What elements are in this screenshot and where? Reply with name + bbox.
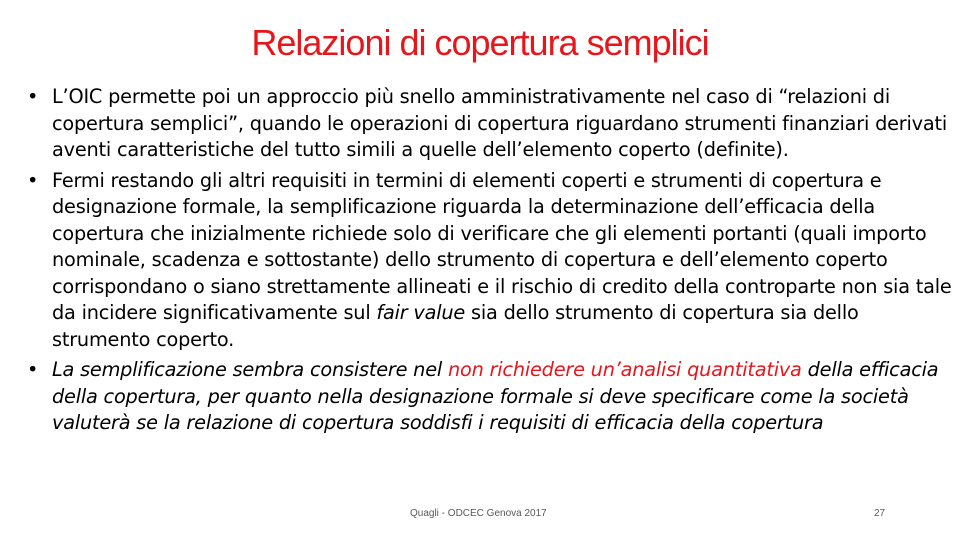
bullet-item xyxy=(24,168,956,354)
bullet-dot-icon: • xyxy=(27,358,39,381)
bullet-text: sia dello strumento di copertura sia dello strumento coperto. xyxy=(52,301,859,351)
bullet-dot-icon: • xyxy=(27,85,39,108)
slide-footer: Quagli - ODCEC Genova 2017 xyxy=(410,508,547,519)
bullet-list xyxy=(24,84,956,437)
slide-title: Relazioni di copertura semplici xyxy=(251,22,709,63)
bullet-text: La semplificazione sembra consistere nel xyxy=(52,358,448,381)
bullet-text: della efficacia della copertura, per quanto nella designazione formale si deve specificare come la società valuterà se la relazione di copertura soddisfi i requisiti di efficacia della copertura xyxy=(52,358,939,434)
bullet-text-italic: fair value xyxy=(376,301,466,324)
bullet-item xyxy=(24,84,956,164)
highlighted-text: non richiedere un’analisi quantitativa xyxy=(447,358,802,381)
bullet-dot-icon: • xyxy=(27,168,39,192)
bullet-text: L’OIC permette poi un approccio più snello amministrativamente nel caso di “relazioni di copertura semplici”, quando le operazioni di copertura riguardano strumenti finanziari derivati aventi caratteristiche del tutto simili a quelle dell’elemento coperto (definite). xyxy=(52,85,948,161)
page-number: 27 xyxy=(874,508,886,519)
bullet-text: Fermi restando gli altri requisiti in termini di elementi coperti e strumenti di copertura e designazione formale, la semplificazione riguarda la determinazione dell’efficacia della copertura che inizialmente richiede solo di verificare che gli elementi portanti (quali importo nominale, scadenza e sottostante) dello strumento di copertura e dell’elemento coperto corrispondano o siano strettamente allineati e il rischio di credito della controparte non sia tale da incidere significativamente sul xyxy=(52,168,952,324)
bullet-item xyxy=(24,357,956,437)
